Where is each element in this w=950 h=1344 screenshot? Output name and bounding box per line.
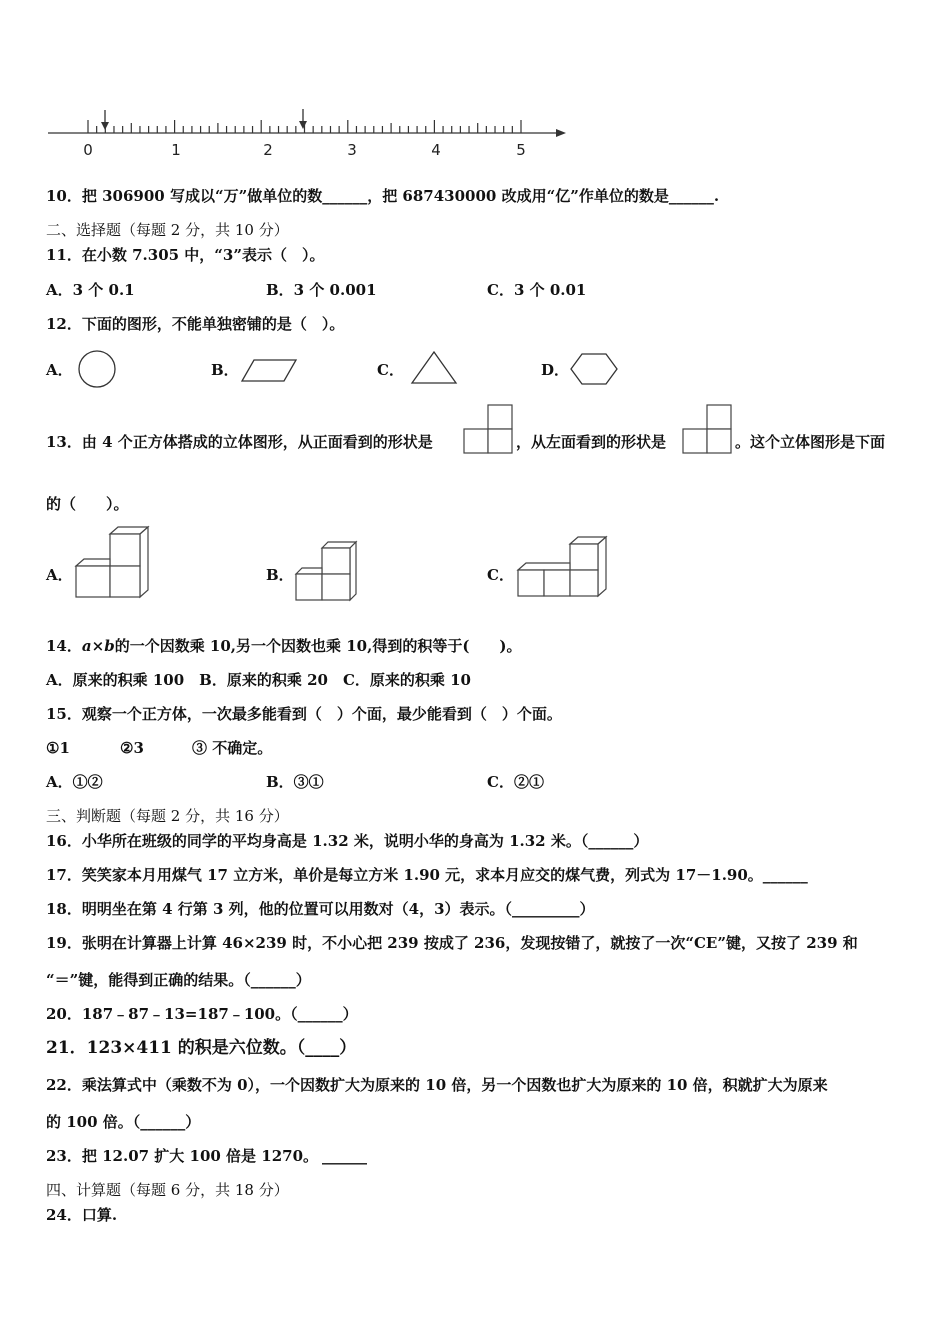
- tick-label-2: 2: [263, 141, 273, 159]
- cube-stack-b: [292, 536, 362, 606]
- cube-stack-c: [514, 534, 614, 604]
- q14-times: ×: [91, 637, 105, 655]
- question-13-part-1: 13．由 4 个正方体搭成的立体图形，从正面看到的形状是: [46, 433, 433, 451]
- q12-option-b: B．: [211, 361, 239, 379]
- number-line-arrow: [556, 129, 566, 137]
- parallelogram-icon: [240, 357, 300, 387]
- q15-option-c: C．②①: [487, 773, 544, 791]
- q15-choice-2: ②3: [120, 739, 144, 757]
- q14-options: A．原来的积乘 100 B．原来的积乘 20 C．原来的积乘 10: [46, 671, 471, 689]
- q15-option-a: A．①②: [46, 773, 103, 791]
- question-13-part-4: 的（ ）。: [46, 495, 129, 513]
- q15-choice-3: ③ 不确定。: [192, 739, 273, 757]
- q13-option-b: B．: [266, 566, 294, 584]
- section-2-heading: 二、选择题（每题 2 分，共 10 分）: [46, 221, 289, 239]
- tick-label-5: 5: [516, 141, 526, 159]
- question-17: 17．笑笑家本月用煤气 17 立方米，单价是每立方米 1.90 元，求本月应交的煤气费，列式为 17－1.90。______: [46, 866, 808, 884]
- q12-option-a: A．: [46, 361, 73, 379]
- question-16: 16．小华所在班级的同学的平均身高是 1.32 米，说明小华的身高为 1.32 米。（______）: [46, 832, 649, 850]
- q14-var-a: a: [81, 637, 92, 655]
- q11-option-c: C．3 个 0.01: [487, 281, 587, 299]
- q11-option-b: B．3 个 0.001: [266, 281, 377, 299]
- q23-blank: ______: [322, 1147, 367, 1165]
- q12-option-d: D．: [541, 361, 570, 379]
- question-22-line-2: 的 100 倍。（______）: [46, 1113, 201, 1131]
- question-15: 15．观察一个正方体，一次最多能看到（ ）个面，最少能看到（ ）个面。: [46, 705, 562, 723]
- pointer-arrow-2-head: [299, 121, 307, 129]
- q14-var-b: b: [104, 637, 115, 655]
- cube-stack-a: [72, 524, 152, 604]
- left-view-figure: [682, 404, 734, 456]
- tick-label-1: 1: [171, 141, 181, 159]
- question-12: 12．下面的图形，不能单独密铺的是（ ）。: [46, 315, 345, 333]
- question-10: 10．把 306900 写成以“万”做单位的数______，把 687430000 改成用“亿”作单位的数是______.: [46, 187, 720, 205]
- question-20: 20．187﹣87﹣13=187﹣100。（______）: [46, 1005, 358, 1023]
- question-23: 23．把 12.07 扩大 100 倍是 1270。: [46, 1147, 319, 1165]
- q12-option-c: C．: [377, 361, 404, 379]
- circle-icon: [78, 350, 118, 390]
- q13-option-a: A．: [46, 566, 73, 584]
- question-24: 24．口算.: [46, 1206, 118, 1224]
- hexagon-icon: [570, 352, 620, 388]
- question-13-part-2: ，从左面看到的形状是: [516, 433, 667, 451]
- section-3-heading: 三、判断题（每题 2 分，共 16 分）: [46, 807, 289, 825]
- question-21: 21．123×411 的积是六位数。（____）: [46, 1038, 357, 1058]
- q15-choice-1: ①1: [46, 739, 70, 757]
- question-14: [46, 636, 522, 656]
- question-22-line-1: 22．乘法算式中（乘数不为 0），一个因数扩大为原来的 10 倍，另一个因数也扩大为原来的 10 倍，积就扩大为原来: [46, 1076, 828, 1094]
- triangle-icon: [410, 350, 460, 386]
- question-13-part-3: 。这个立体图形是下面: [735, 433, 886, 451]
- question-19-line-2: “＝”键，能得到正确的结果。（______）: [46, 971, 311, 989]
- question-18: 18．明明坐在第 4 行第 3 列，他的位置可以用数对（4，3）表示。（_________）: [46, 900, 595, 918]
- tick-label-4: 4: [431, 141, 441, 159]
- q14-number: 14．: [46, 637, 82, 655]
- tick-label-3: 3: [347, 141, 357, 159]
- q15-option-b: B．③①: [266, 773, 324, 791]
- pointer-arrow-1-head: [101, 122, 109, 130]
- number-line: [0, 0, 950, 170]
- q13-option-c: C．: [487, 566, 514, 584]
- tick-label-0: 0: [83, 141, 93, 159]
- q11-option-a: A．3 个 0.1: [46, 281, 135, 299]
- question-19-line-1: 19．张明在计算器上计算 46×239 时，不小心把 239 按成了 236，发现按错了，就按了一次“CE”键，又按了 239 和: [46, 934, 858, 952]
- front-view-figure: [463, 404, 515, 456]
- question-11: 11．在小数 7.305 中，“3”表示（ ）。: [46, 246, 325, 264]
- q14-stem-rest: 的一个因数乘 10,另一个因数也乘 10,得到的积等于( )。: [114, 637, 522, 655]
- section-4-heading: 四、计算题（每题 6 分，共 18 分）: [46, 1181, 289, 1199]
